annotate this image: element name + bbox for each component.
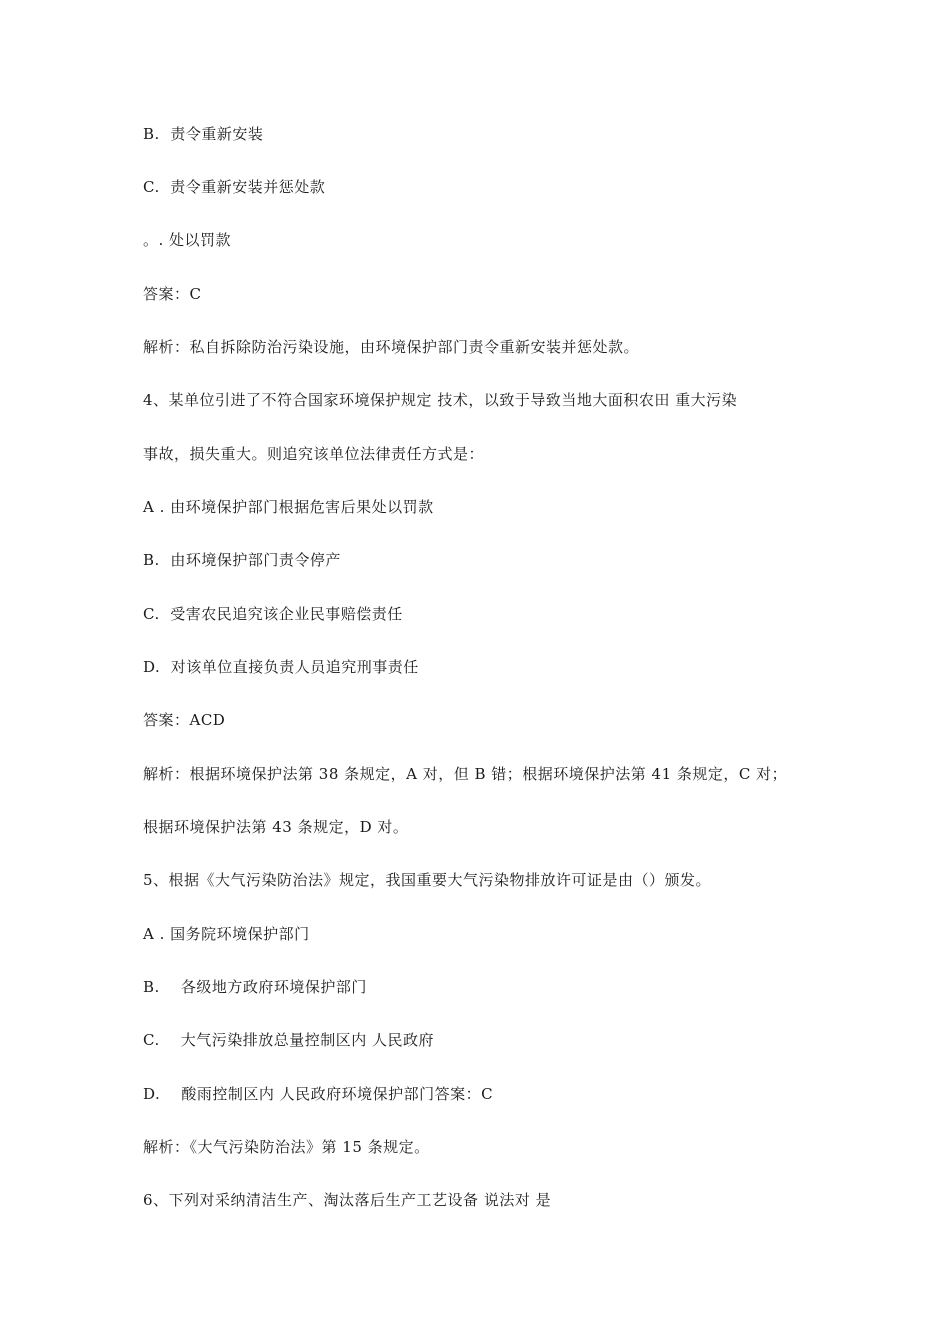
- answer-q4: 答案：ACD: [143, 711, 226, 729]
- explanation-q5: 解析：《大气污染防治法》第 15 条规定。: [143, 1138, 430, 1156]
- question-6: 6、下列对采纳清洁生产、淘汰落后生产工艺设备 说法对 是: [143, 1191, 552, 1209]
- explanation-q4-line-2: 根据环境保护法第 43 条规定，D 对。: [143, 818, 409, 836]
- q4-option-b: B. 由环境保护部门责令停产: [143, 551, 341, 569]
- q4-option-c: C. 受害农民追究该企业民事赔偿责任: [143, 605, 403, 623]
- option-b-reinstall: B. 责令重新安装: [143, 125, 264, 143]
- question-4-line-2: 事故，损失重大。则追究该单位法律责任方式是：: [143, 445, 485, 463]
- explanation-q4-line-1: 解析：根据环境保护法第 38 条规定，A 对，但 B 错；根据环境保护法第 41 条规定，C 对；: [143, 765, 788, 783]
- question-4-line-1: 4、某单位引进了不符合国家环境保护规定 技术，以致于导致当地大面积农田 重大污染: [143, 391, 738, 409]
- option-d-fine: 。. 处以罚款: [143, 231, 232, 249]
- question-5: 5、根据《大气污染防治法》规定，我国重要大气污染物排放许可证是由（）颁发。: [143, 871, 712, 889]
- answer-q3: 答案：C: [143, 285, 202, 303]
- explanation-q3: 解析：私自拆除防治污染设施，由环境保护部门责令重新安装并惩处款。: [143, 338, 640, 356]
- q5-option-d-and-answer: D. 酸雨控制区内 人民政府环境保护部门答案：C: [143, 1085, 494, 1103]
- q5-option-c: C. 大气污染排放总量控制区内 人民政府: [143, 1031, 435, 1049]
- q4-option-d: D. 对该单位直接负责人员追究刑事责任: [143, 658, 419, 676]
- q4-option-a: A . 由环境保护部门根据危害后果处以罚款: [143, 498, 434, 516]
- q5-option-b: B. 各级地方政府环境保护部门: [143, 978, 367, 996]
- option-c-reinstall-fine: C. 责令重新安装并惩处款: [143, 178, 326, 196]
- q5-option-a: A . 国务院环境保护部门: [143, 925, 310, 943]
